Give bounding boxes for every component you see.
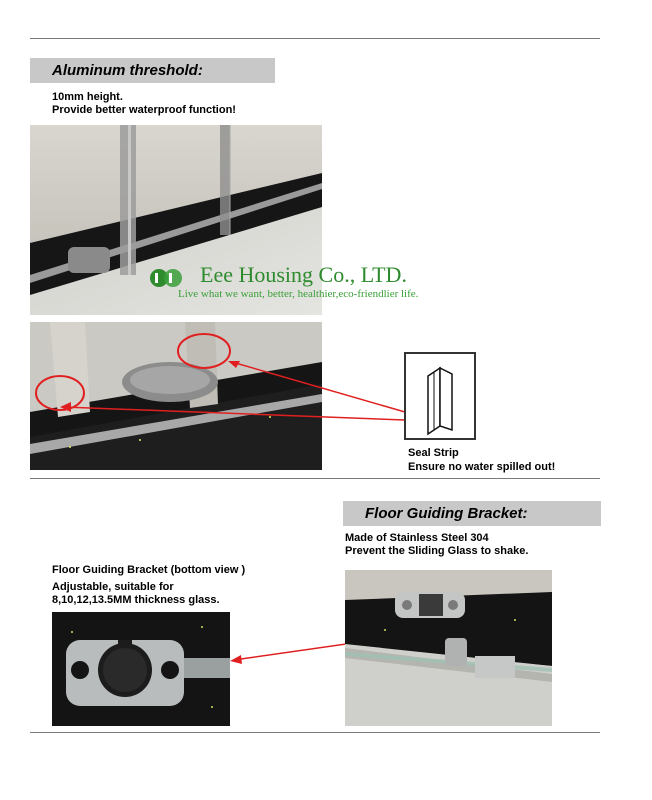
bottom-divider — [30, 732, 600, 733]
bracket-bottom-view-photo — [52, 612, 230, 726]
threshold-height-text: 10mm height. — [52, 91, 123, 103]
bottom-view-thickness-text: 8,10,12,13.5MM thickness glass. — [52, 594, 220, 606]
seal-strip-diagram — [404, 352, 476, 440]
watermark-company-name: Eee Housing Co., LTD. — [200, 262, 407, 287]
annotation-circle-left — [34, 374, 86, 417]
bracket-installed-photo — [345, 570, 552, 726]
bottom-view-adjustable-text: Adjustable, suitable for — [52, 581, 174, 593]
section-heading-aluminum-threshold: Aluminum threshold: — [30, 58, 275, 83]
section-heading-floor-guiding-bracket: Floor Guiding Bracket: — [343, 501, 601, 526]
threshold-waterproof-text: Provide better waterproof function! — [52, 104, 236, 116]
seal-strip-profile-icon — [406, 354, 474, 438]
bottom-view-title: Floor Guiding Bracket (bottom view ) — [52, 564, 246, 576]
middle-divider — [30, 478, 600, 479]
annotation-circle-right — [176, 332, 232, 375]
seal-strip-note: Ensure no water spilled out! — [408, 461, 556, 473]
bracket-installed-illustration — [345, 570, 552, 726]
watermark-tagline: Live what we want, better, healthier,eco-friendlier life. — [178, 288, 419, 300]
seal-strip-label: Seal Strip — [408, 447, 459, 459]
top-divider — [30, 38, 600, 39]
bracket-bottom-view-illustration — [52, 612, 230, 726]
bracket-purpose-text: Prevent the Sliding Glass to shake. — [345, 545, 529, 557]
bracket-material-text: Made of Stainless Steel 304 — [345, 532, 489, 544]
